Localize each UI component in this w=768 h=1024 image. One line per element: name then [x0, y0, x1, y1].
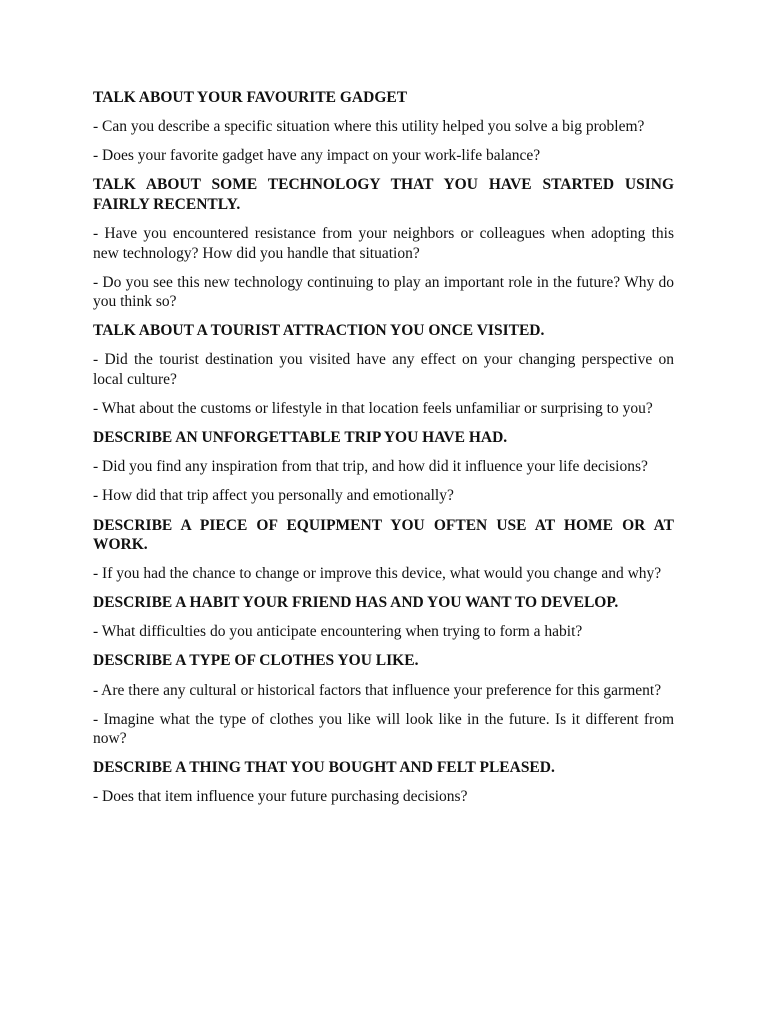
question: - Does that item influence your future purchasing decisions?	[93, 788, 468, 806]
question: - Have you encountered resistance from your neighbors or colleagues when adopting this new technology? How did you handle that situation?	[93, 224, 674, 262]
question: - Can you describe a specific situation where this utility helped you solve a big problem?	[93, 118, 645, 136]
question: - Did the tourist destination you visited have any effect on your changing perspective on local culture?	[93, 351, 674, 389]
section-heading: DESCRIBE A TYPE OF CLOTHES YOU LIKE.	[93, 652, 419, 670]
question: - Did you find any inspiration from that trip, and how did it influence your life decisions?	[93, 458, 648, 476]
section-heading: TALK ABOUT YOUR FAVOURITE GADGET	[93, 89, 408, 106]
question: - Do you see this new technology continuing to play an important role in the future? Why do you think so?	[93, 273, 674, 311]
section-heading: TALK ABOUT A TOURIST ATTRACTION YOU ONCE VISITED.	[93, 322, 545, 340]
section-heading: DESCRIBE A THING THAT YOU BOUGHT AND FELT PLEASED.	[93, 759, 555, 777]
document-body	[93, 88, 674, 817]
section-heading: DESCRIBE AN UNFORGETTABLE TRIP YOU HAVE HAD.	[93, 429, 508, 447]
question: - Does your favorite gadget have any impact on your work-life balance?	[93, 147, 541, 165]
section-heading: TALK ABOUT SOME TECHNOLOGY THAT YOU HAVE STARTED USING FAIRLY RECENTLY.	[93, 176, 674, 213]
question: - Are there any cultural or historical factors that influence your preference for this garment?	[93, 681, 662, 699]
question: - How did that trip affect you personally and emotionally?	[93, 487, 454, 505]
section-heading: DESCRIBE A PIECE OF EQUIPMENT YOU OFTEN USE AT HOME OR AT WORK.	[93, 516, 674, 554]
question: - What about the customs or lifestyle in that location feels unfamiliar or surprising to you?	[93, 400, 653, 418]
question: - If you had the chance to change or improve this device, what would you change and why?	[93, 565, 662, 583]
question: - Imagine what the type of clothes you like will look like in the future. Is it different from now?	[93, 710, 674, 748]
question: - What difficulties do you anticipate encountering when trying to form a habit?	[93, 623, 583, 641]
section-heading: DESCRIBE A HABIT YOUR FRIEND HAS AND YOU WANT TO DEVELOP.	[93, 594, 619, 612]
